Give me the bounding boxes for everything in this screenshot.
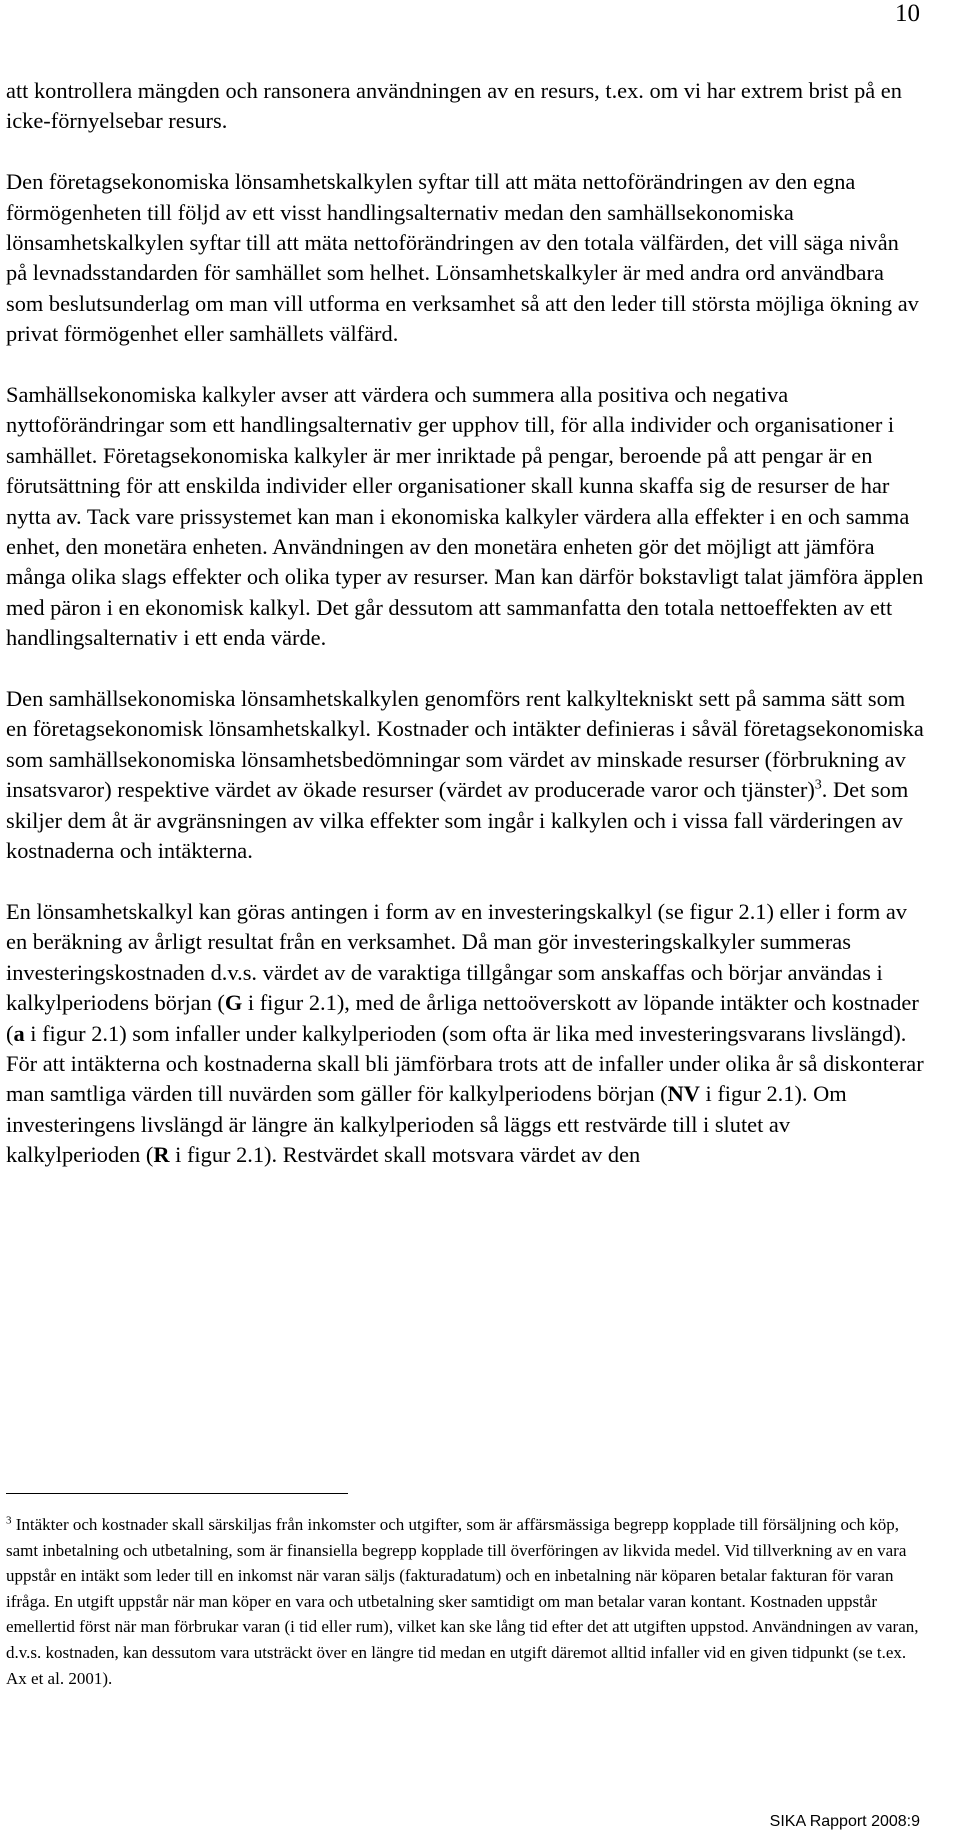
document-body xyxy=(6,76,924,1171)
paragraph-5-text-4: i figur 2.1). Om investeringens livslängd är längre än kalkylperioden så läggs ett restvärde till i slutet av kalkylperioden ( xyxy=(6,1081,847,1168)
footnote-divider xyxy=(6,1493,348,1494)
symbol-nv: NV xyxy=(667,1081,700,1107)
symbol-r: R xyxy=(153,1142,170,1168)
paragraph-5-text-5: i figur 2.1). Restvärdet skall motsvara värdet av den xyxy=(169,1142,641,1168)
paragraph-2: Den företagsekonomiska lönsamhetskalkylen syftar till att mäta nettoförändringen av den egna förmögenheten till följd av ett visst handlingsalternativ medan den samhällsekonomiska lönsamhetskalkylen syftar till att mäta nettoförändringen av den totala välfärden, det vill säga nivån på levnadsstandarden för samhället som helhet. Lönsamhetskalkyler är med andra ord användbara som beslutsunderlag om man vill utforma en verksamhet så att den leder till största möjliga ökning av privat förmögenhet eller samhällets välfärd. xyxy=(6,169,919,347)
paragraph-4 xyxy=(6,684,924,866)
footnote-text: Intäkter och kostnader skall särskiljas från inkomster och utgifter, som är affärsmässiga begrepp kopplade till försäljning och köp, samt inbetalning och utbetalning, som är finansiella begrepp kopplade till överföringen av likvida medel. Vid tillverkning av en vara uppstår en intäkt som leder till en inkomst när varan säljs (fakturadatum) och en inbetalning när köparen betalar fakturan för varan ifråga. En utgift uppstår när man köper en vara och utbetalning sker samtidigt om man betalar varan kontant. Kostnaden uppstår emellertid först när man förbrukar varan (i tid eller rum), vilket kan ske lång tid efter det att utgiften uppstod. Användningen av varan, d.v.s. kostnaden, kan dessutom vara utsträckt över en längre tid medan en utgift däremot alltid infaller vid en given tidpunkt (se t.ex. Ax et al. 2001). xyxy=(6,1515,919,1688)
paragraph-5-text-3: i figur 2.1) som infaller under kalkylperioden (som ofta är lika med investeringsvarans livslängd). För att intäkterna och kostnaderna skall bli jämförbara trots att de infaller under olika år så diskonterar man samtliga värden till nuvärden som gäller för kalkylperiodens början ( xyxy=(6,1020,924,1107)
paragraph-4-text-b: . Det som skiljer dem åt är avgränsningen av vilka effekter som ingår i kalkylen och i vissa fall värderingen av kostnaderna och intäkterna. xyxy=(6,777,909,864)
footnote-reference: 3 xyxy=(814,777,822,793)
footnote xyxy=(6,1512,924,1691)
report-footer: SIKA Rapport 2008:9 xyxy=(769,1813,920,1830)
paragraph-4-text-a: Den samhällsekonomiska lönsamhetskalkylen genomförs rent kalkyltekniskt sett på samma sätt som en företagsekonomisk lönsamhetskalkyl. Kostnader och intäkter definieras i såväl företagsekonomiska som samhällsekonomiska lönsamhetsbedömningar som värdet av minskade resurser (förbrukning av insatsvaror) respektive värdet av ökade resurser (värdet av producerade varor och tjänster) xyxy=(6,686,924,803)
symbol-a: a xyxy=(13,1020,25,1046)
symbol-g: G xyxy=(224,990,243,1016)
paragraph-3: Samhällsekonomiska kalkyler avser att värdera och summera alla positiva och negativa nyttoförändringar som ett handlingsalternativ ger upphov till, för alla individer och organisationer i samhället. Företagsekonomiska kalkyler är mer inriktade på pengar, beroende på att pengar är en förutsättning för att enskilda individer eller organisationer skall kunna skaffa sig de resurser de har nytta av. Tack vare prissystemet kan man i ekonomiska kalkyler värdera alla effekter i en och samma enhet, den monetära enheten. Användningen av den monetära enheten gör det möjligt att jämföra många olika slags effekter och olika typer av resurser. Man kan därför bokstavligt talat jämföra äpplen med päron i en ekonomisk kalkyl. Det går dessutom att sammanfatta den totala nettoeffekten av ett handlingsalternativ i ett enda värde. xyxy=(6,382,924,651)
paragraph-1: att kontrollera mängden och ransonera användningen av en resurs, t.ex. om vi har extrem brist på en icke-förnyelsebar resurs. xyxy=(6,78,902,134)
footnote-marker: 3 xyxy=(6,1514,12,1527)
page-number: 10 xyxy=(895,0,920,27)
paragraph-5 xyxy=(6,897,924,1171)
paragraph-5-text-2: i figur 2.1), med de årliga nettoöverskott av löpande intäkter och kostnader ( xyxy=(6,990,919,1046)
paragraph-5-text-1: En lönsamhetskalkyl kan göras antingen i form av en investeringskalkyl (se figur 2.1) eller i form av en beräkning av årligt resultat från en verksamhet. Då man gör investeringskalkyler summeras investeringskostnaden d.v.s. värdet av de varaktiga tillgångar som anskaffas och börjar användas i kalkylperiodens början ( xyxy=(6,898,907,1016)
